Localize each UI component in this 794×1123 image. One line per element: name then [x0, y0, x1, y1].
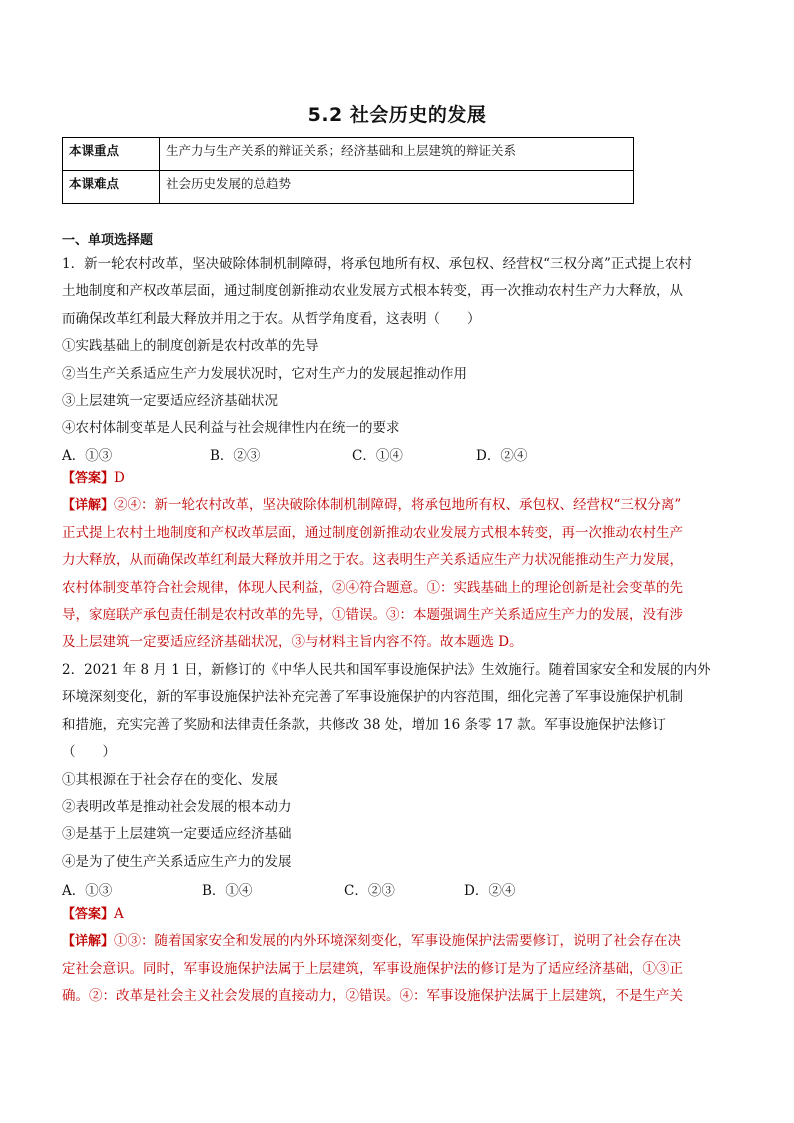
q2-explain-line: 确。②：改革是社会主义社会发展的直接动力，②错误。④：军事设施保护法属于上层建筑，不是生产关: [62, 988, 683, 1005]
q1-option-a: A．①③: [62, 448, 113, 464]
q1-explain-line: 正式提上农村土地制度和产权改革层面，通过制度创新推动农业发展方式根本转变，再一次推动农村生产: [62, 524, 683, 541]
q1-explain-line: 农村体制变革符合社会规律，体现人民利益，②④符合题意。①：实践基础上的理论创新是社会变革的先: [62, 579, 683, 596]
question-2: [62, 657, 738, 876]
q1-option-c: C．①④: [352, 448, 403, 464]
q2-stem-line: 2．2021 年 8 月 1 日，新修订的《中华人民共和国军事设施保护法》生效施行。随着国家安全和发展的内外: [62, 662, 711, 678]
explain-tag: 【详解】: [62, 934, 115, 950]
lesson-info-table: [62, 137, 634, 204]
focus-label: 本课重点: [63, 138, 160, 171]
q2-stem-line: 和措施，充实完善了奖励和法律责任条款，共修改 38 处，增加 16 条零 17 款。军事设施保护法修订: [62, 716, 666, 733]
q1-explain-line: 及上层建筑一定要适应经济基础状况，③与材料主旨内容不符。故本题选 D。: [62, 634, 523, 651]
q2-option-d: D．②④: [464, 883, 516, 899]
q2-option-c: C．②③: [344, 883, 395, 899]
q1-explain-line: [62, 492, 738, 519]
q2-explain-text: ①③：随着国家安全和发展的内外环境深刻变化，军事设施保护法需要修订，说明了社会存在决: [114, 933, 682, 950]
q1-explain-line: 导，家庭联产承包责任制是农村改革的先导，①错误。③：本题强调生产关系适应生产力的发展，没有涉: [62, 606, 683, 623]
q1-answer: D: [114, 470, 125, 486]
difficulty-value: 社会历史发展的总趋势: [160, 171, 634, 204]
q2-statement: ②表明改革是推动社会发展的根本动力: [62, 798, 292, 815]
q2-option-b: B．①④: [202, 883, 253, 899]
answer-tag: 【答案】: [62, 471, 115, 486]
q1-answer-line: [62, 465, 738, 492]
q1-statement: ②当生产关系适应生产力发展状况时，它对生产力的发展起推动作用: [62, 365, 467, 382]
q2-statement: ④是为了使生产关系适应生产力的发展: [62, 853, 292, 870]
q1-explain-line: 力大释放，从而确保改革红利最大释放并用之于农。这表明生产关系适应生产力状况能推动生产力发展，: [62, 552, 683, 569]
q1-explain-text: ②④：新一轮农村改革，坚决破除体制机制障碍，将承包地所有权、承包权、经营权“三权分离”: [114, 497, 682, 514]
focus-value: 生产力与生产关系的辩证关系；经济基础和上层建筑的辩证关系: [160, 138, 634, 171]
q1-option-d: D．②④: [476, 448, 528, 464]
q2-statement: ③是基于上层建筑一定要适应经济基础: [62, 826, 292, 843]
q2-explain-line: 定社会意识。同时，军事设施保护法属于上层建筑，军事设施保护法的修订是为了适应经济基础，①③正: [62, 960, 683, 977]
q1-statement: ④农村体制变革是人民利益与社会规律性内在统一的要求: [62, 420, 400, 437]
q1-stem-line: 而确保改革红利最大释放并用之于农。从哲学角度看，这表明（ ）: [62, 310, 481, 327]
q2-option-a: A．①③: [62, 883, 113, 899]
q1-statement: ③上层建筑一定要适应经济基础状况: [62, 392, 278, 409]
answer-tag: 【答案】: [62, 907, 115, 922]
q1-stem-line: 1．新一轮农村改革，坚决破除体制机制障碍，将承包地所有权、承包权、经营权“三权分离”正式提上农村: [62, 256, 692, 272]
q2-answer-block: [62, 901, 738, 1011]
explain-tag: 【详解】: [62, 498, 115, 514]
difficulty-label: 本课难点: [63, 171, 160, 204]
q2-explain-line: [62, 928, 738, 955]
q1-statement: ①实践基础上的制度创新是农村改革的先导: [62, 338, 319, 355]
q2-statement: ①其根源在于社会存在的变化、发展: [62, 771, 278, 788]
section-title: 一、单项选择题: [62, 233, 154, 248]
table-row: [63, 138, 634, 171]
q1-option-b: B．②③: [210, 448, 261, 464]
page-title: 5.2 社会历史的发展: [307, 104, 487, 126]
q2-answer: A: [114, 906, 124, 922]
q2-stem-line: 环境深刻变化，新的军事设施保护法补充完善了军事设施保护的内容范围，细化完善了军事设施保护机制: [62, 689, 683, 706]
question-1: [62, 251, 738, 443]
q2-stem-line: （ ）: [62, 744, 116, 761]
q2-answer-line: [62, 901, 738, 928]
table-row: [63, 171, 634, 204]
q1-stem-line: 土地制度和产权改革层面，通过制度创新推动农业发展方式根本转变，再一次推动农村生产力大释放，从: [62, 283, 683, 300]
q1-answer-block: [62, 465, 738, 657]
